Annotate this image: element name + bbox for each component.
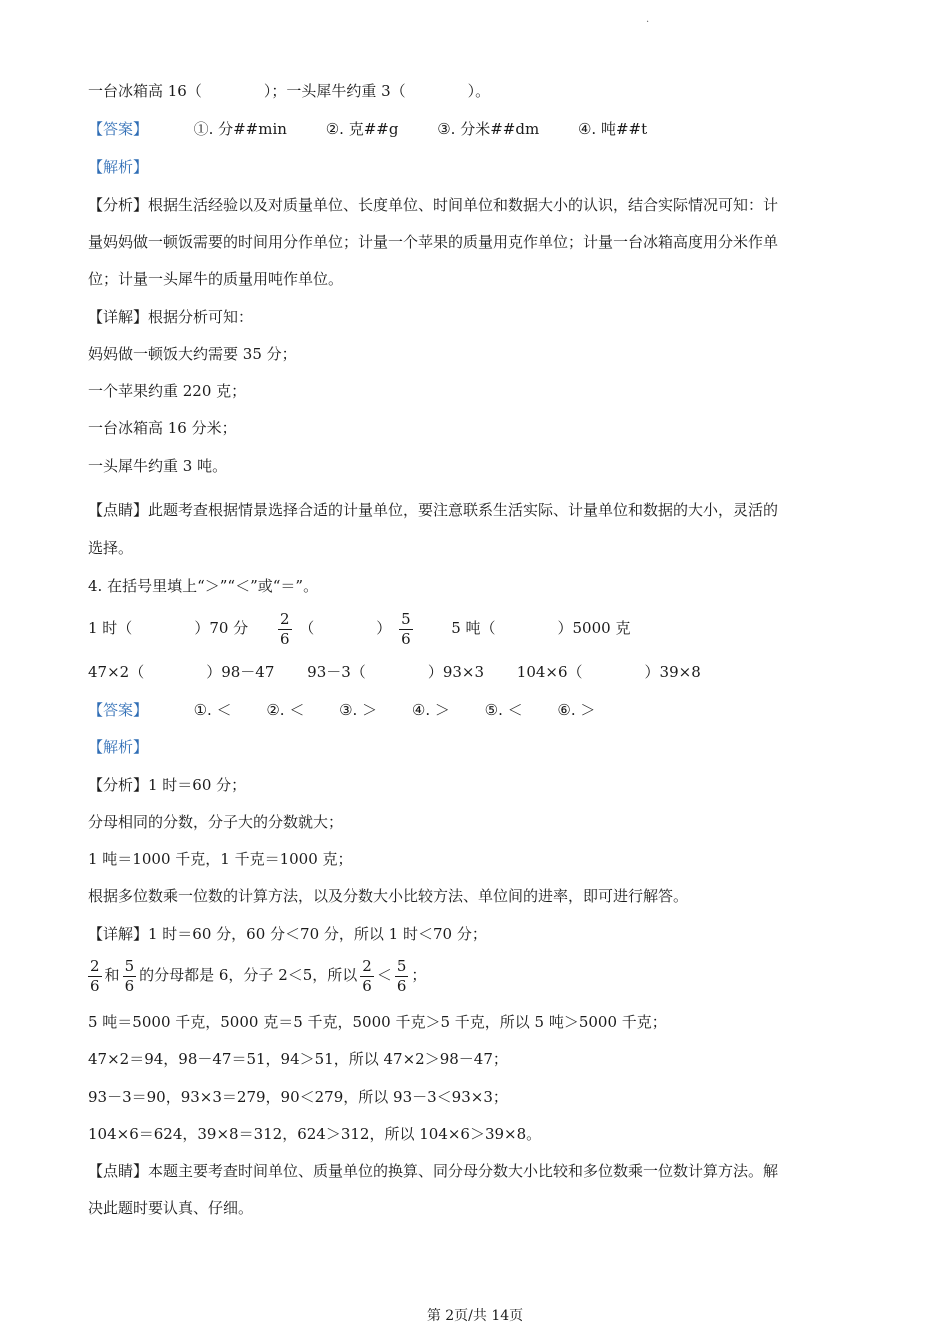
q4-row2: 47×2（ ）98－47 93－3（ ）93×3 104×6（ ）39×8: [88, 663, 701, 681]
q3-fill-line: 一台冰箱高 16（ ）；一头犀牛约重 3（ ）。: [88, 82, 491, 100]
q4-comment-line: 决此题时要认真、仔细。: [88, 1199, 254, 1217]
q4-fraction-line: $\frac{2}{6}$ 和 $\frac{5}{6}$ 的分母都是 6，分子 2＜5，所以 $\frac{2}{6}$ ＜ $\frac{5}{6}$ ；: [90, 956, 427, 995]
fraction: $\frac{5}{6}$: [401, 609, 411, 648]
answer-item: ④. ＞: [411, 701, 450, 719]
q4-detail-line: 104×6＝624，39×8＝312，624＞312，所以 104×6＞39×8。: [88, 1125, 542, 1143]
analysis-tag: 【解析】: [88, 158, 149, 176]
q4-comment-line: 【点睛】本题主要考查时间单位、质量单位的换算、同分母分数大小比较和多位数乘一位数计算方法。解: [88, 1162, 779, 1180]
answer-tag: 【答案】: [88, 701, 149, 719]
q3-comment-line: 【点睛】此题考查根据情景选择合适的计量单位，要注意联系生活实际、计量单位和数据的大小，灵活的: [88, 501, 779, 519]
answer-item: ②. ＜: [266, 701, 305, 719]
q3-analysis-line: 量妈妈做一顿饭需要的时间用分作单位；计量一个苹果的质量用克作单位；计量一台冰箱高度用分米作单: [88, 233, 779, 251]
answer-item: ④. 吨##t: [577, 120, 648, 138]
q3-comment-line: 选择。: [88, 539, 134, 557]
q4-detail-line: 93－3＝90，93×3＝279，90＜279，所以 93－3＜93×3；: [88, 1088, 508, 1106]
q4-detail-line: 47×2＝94，98－47＝51，94＞51，所以 47×2＞98－47；: [88, 1050, 508, 1068]
q4-answer-line: [88, 700, 595, 720]
q4-title: 4. 在括号里填上“＞”“＜”或“＝”。: [88, 577, 319, 595]
q4-row1: 1 时（ ）70 分 $\frac{2}{6}$ （ ） $\frac{5}{6}$ 5 吨（ ）5000 克: [88, 609, 631, 648]
q3-analysis-line: 【分析】根据生活经验以及对质量单位、长度单位、时间单位和数据大小的认识，结合实际情况可知：计: [88, 196, 779, 214]
q4-analysis-line: 根据多位数乘一位数的计算方法，以及分数大小比较方法、单位间的进率，即可进行解答。: [88, 887, 689, 905]
q3-detail-line: 一台冰箱高 16 分米；: [88, 419, 237, 437]
answer-item: ⑥. ＞: [557, 701, 596, 719]
q3-detail-line: 一头犀牛约重 3 吨。: [88, 457, 228, 475]
q4-analysis-line: 1 吨＝1000 千克，1 千克＝1000 克；: [88, 850, 353, 868]
answer-item: ③. ＞: [339, 701, 378, 719]
fraction: $\frac{2}{6}$: [90, 956, 100, 995]
answer-item: ②. 克##g: [325, 120, 399, 138]
q3-detail-line: 【详解】根据分析可知：: [88, 308, 254, 326]
fraction: $\frac{2}{6}$: [362, 956, 372, 995]
q4-analysis-line: 分母相同的分数，分子大的分数就大；: [88, 813, 344, 831]
q3-detail-line: 妈妈做一顿饭大约需要 35 分；: [88, 345, 297, 363]
q3-answer-line: [88, 119, 647, 139]
fraction: $\frac{2}{6}$: [279, 609, 290, 648]
q4-detail-line: 5 吨＝5000 千克，5000 克＝5 千克，5000 千克＞5 千克，所以 5 吨＞5000 千克；: [88, 1013, 667, 1031]
answer-item: ⑤. ＜: [484, 701, 523, 719]
q3-detail-line: 一个苹果约重 220 克；: [88, 382, 247, 400]
answer-item: ①. 分##min: [193, 120, 287, 138]
q3-analysis-line: 位；计量一头犀牛的质量用吨作单位。: [88, 270, 344, 288]
q4-analysis-line: 【分析】1 时＝60 分；: [88, 776, 247, 794]
answer-item: ①. ＜: [193, 701, 232, 719]
answer-item: ③. 分米##dm: [437, 120, 540, 138]
analysis-tag: 【解析】: [88, 738, 149, 756]
fraction: $\frac{5}{6}$: [124, 956, 135, 995]
fraction: $\frac{5}{6}$: [396, 956, 407, 995]
page-footer: 第 2页/共 14页: [426, 1308, 524, 1324]
answer-tag: 【答案】: [88, 120, 149, 138]
q4-detail-line: 【详解】1 时＝60 分，60 分＜70 分，所以 1 时＜70 分；: [88, 925, 487, 943]
header-mark: .: [646, 14, 650, 25]
